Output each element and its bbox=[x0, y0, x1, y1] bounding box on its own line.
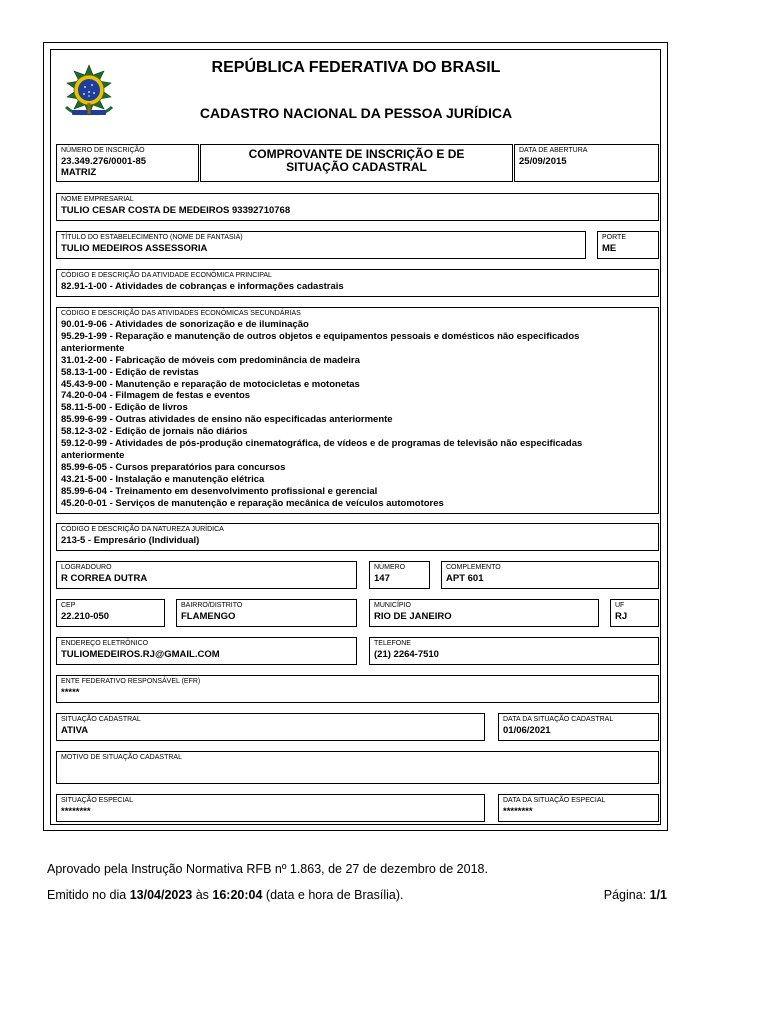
emission-date: 13/04/2023 bbox=[129, 888, 193, 902]
complemento-label: COMPLEMENTO bbox=[446, 564, 501, 571]
fantasia-value: TULIO MEDEIROS ASSESSORIA bbox=[61, 243, 208, 254]
situacao-value: ATIVA bbox=[61, 725, 89, 736]
atividade-principal-value: 82.91-1-00 - Atividades de cobranças e informações cadastrais bbox=[61, 281, 344, 292]
abertura-box bbox=[514, 144, 659, 182]
situacao-especial-box bbox=[56, 794, 485, 822]
list-item: 58.13-1-00 - Edição de revistas bbox=[61, 366, 199, 378]
telefone-value: (21) 2264-7510 bbox=[374, 649, 439, 660]
cep-label: CEP bbox=[61, 602, 76, 609]
complemento-box bbox=[441, 561, 659, 589]
data-situacao-box bbox=[498, 713, 659, 741]
efr-box bbox=[56, 675, 659, 703]
fantasia-box bbox=[56, 231, 586, 259]
municipio-value: RIO DE JANEIRO bbox=[374, 611, 452, 622]
fantasia-label: TÍTULO DO ESTABELECIMENTO (NOME DE FANTASIA) bbox=[61, 234, 243, 241]
list-item: 85.99-6-05 - Cursos preparatórios para concursos bbox=[61, 461, 286, 473]
telefone-box bbox=[369, 637, 659, 665]
emission-time: 16:20:04 bbox=[212, 888, 263, 902]
page-value: 1/1 bbox=[649, 888, 667, 902]
situacao-label: SITUAÇÃO CADASTRAL bbox=[61, 716, 141, 723]
municipio-label: MUNICÍPIO bbox=[374, 602, 411, 609]
abertura-label: DATA DE ABERTURA bbox=[519, 147, 588, 154]
numero-value: 147 bbox=[374, 573, 390, 584]
list-item: 95.29-1-99 - Reparação e manutenção de outros objetos e equipamentos pessoais e domésticos não especificados bbox=[61, 330, 580, 342]
list-item: 58.11-5-00 - Edição de livros bbox=[61, 402, 188, 414]
complemento-value: APT 601 bbox=[446, 573, 484, 584]
motivo-box bbox=[56, 751, 659, 784]
situacao-especial-label: SITUAÇÃO ESPECIAL bbox=[61, 797, 133, 804]
page-subtitle: CADASTRO NACIONAL DA PESSOA JURÍDICA bbox=[199, 105, 513, 121]
atividades-secundarias-box bbox=[56, 307, 659, 514]
list-item: 59.12-0-99 - Atividades de pós-produção cinematográfica, de vídeos e de programas de televisão não especificadas bbox=[61, 438, 583, 450]
inscricao-label: NÚMERO DE INSCRIÇÃO bbox=[61, 147, 145, 154]
data-situacao-value: 01/06/2021 bbox=[503, 725, 551, 736]
email-box bbox=[56, 637, 357, 665]
porte-label: PORTE bbox=[602, 234, 626, 241]
logradouro-box bbox=[56, 561, 357, 589]
nome-value: TULIO CESAR COSTA DE MEDEIROS 93392710768 bbox=[61, 205, 291, 216]
page-number bbox=[604, 888, 667, 902]
telefone-label: TELEFONE bbox=[374, 640, 411, 647]
efr-value: ***** bbox=[61, 687, 80, 698]
atividades-secundarias-list bbox=[61, 319, 582, 510]
list-item: 74.20-0-04 - Filmagem de festas e eventos bbox=[61, 390, 251, 402]
numero-label: NÚMERO bbox=[374, 564, 406, 571]
porte-value: ME bbox=[602, 243, 617, 254]
atividade-principal-label: CÓDIGO E DESCRIÇÃO DA ATIVIDADE ECONÔMICA PRINCIPAL bbox=[61, 272, 272, 279]
logradouro-label: LOGRADOURO bbox=[61, 564, 112, 571]
emission-line bbox=[47, 888, 404, 902]
email-value: TULIOMEDEIROS.RJ@GMAIL.COM bbox=[61, 649, 220, 660]
data-situacao-especial-value: ******** bbox=[503, 806, 533, 817]
data-situacao-especial-label: DATA DA SITUAÇÃO ESPECIAL bbox=[503, 797, 606, 804]
list-item: anteriormente bbox=[61, 342, 125, 354]
document-title: COMPROVANTE DE INSCRIÇÃO E DE SITUAÇÃO CADASTRAL bbox=[248, 147, 465, 174]
abertura-value: 25/09/2015 bbox=[519, 156, 567, 167]
numero-box bbox=[369, 561, 430, 589]
data-situacao-especial-box bbox=[498, 794, 659, 822]
data-situacao-label: DATA DA SITUAÇÃO CADASTRAL bbox=[503, 716, 614, 723]
atividades-secundarias-label: CÓDIGO E DESCRIÇÃO DAS ATIVIDADES ECONÔMICAS SECUNDÁRIAS bbox=[61, 310, 301, 317]
approval-note: Aprovado pela Instrução Normativa RFB nº 1.863, de 27 de dezembro de 2018. bbox=[47, 862, 488, 876]
inscricao-type: MATRIZ bbox=[61, 167, 97, 178]
logradouro-value: R CORREA DUTRA bbox=[61, 573, 148, 584]
list-item: 58.12-3-02 - Edição de jornais não diários bbox=[61, 426, 248, 438]
bairro-value: FLAMENGO bbox=[181, 611, 236, 622]
natureza-value: 213-5 - Empresário (Individual) bbox=[61, 535, 200, 546]
inscricao-box bbox=[56, 144, 199, 182]
bairro-box bbox=[176, 599, 357, 627]
municipio-box bbox=[369, 599, 599, 627]
nome-label: NOME EMPRESARIAL bbox=[61, 196, 134, 203]
situacao-especial-value: ******** bbox=[61, 806, 91, 817]
list-item: anteriormente bbox=[61, 449, 125, 461]
list-item: 31.01-2-00 - Fabricação de móveis com predominância de madeira bbox=[61, 354, 360, 366]
page-title: REPÚBLICA FEDERATIVA DO BRASIL bbox=[211, 59, 501, 76]
cep-box bbox=[56, 599, 165, 627]
list-item: 45.43-9-00 - Manutenção e reparação de motocicletas e motonetas bbox=[61, 378, 360, 390]
list-item: 85.99-6-99 - Outras atividades de ensino não especificadas anteriormente bbox=[61, 414, 393, 426]
inscricao-value: 23.349.276/0001-85 bbox=[61, 156, 147, 167]
email-label: ENDEREÇO ELETRÔNICO bbox=[61, 640, 149, 647]
list-item: 90.01-9-06 - Atividades de sonorização e de iluminação bbox=[61, 319, 309, 330]
porte-box bbox=[597, 231, 659, 259]
list-item: 45.20-0-01 - Serviços de manutenção e reparação mecânica de veículos automotores bbox=[61, 497, 444, 509]
document-title-box bbox=[200, 144, 513, 182]
natureza-label: CÓDIGO E DESCRIÇÃO DA NATUREZA JURÍDICA bbox=[61, 526, 224, 533]
situacao-box bbox=[56, 713, 485, 741]
natureza-box bbox=[56, 523, 659, 551]
emission-suffix: (data e hora de Brasília). bbox=[262, 888, 404, 902]
motivo-label: MOTIVO DE SITUAÇÃO CADASTRAL bbox=[61, 754, 182, 761]
nome-box bbox=[56, 193, 659, 221]
list-item: 43.21-5-00 - Instalação e manutenção elétrica bbox=[61, 473, 265, 485]
atividade-principal-box bbox=[56, 269, 659, 297]
uf-box bbox=[610, 599, 659, 627]
efr-label: ENTE FEDERATIVO RESPONSÁVEL (EFR) bbox=[61, 678, 201, 685]
cep-value: 22.210-050 bbox=[61, 611, 110, 622]
emission-prefix: Emitido no dia bbox=[47, 888, 130, 902]
page-label: Página: bbox=[603, 888, 650, 902]
uf-label: UF bbox=[615, 602, 625, 609]
emission-mid: às bbox=[192, 888, 213, 902]
uf-value: RJ bbox=[615, 611, 628, 622]
list-item: 85.99-6-04 - Treinamento em desenvolvimento profissional e gerencial bbox=[61, 485, 378, 497]
bairro-label: BAIRRO/DISTRITO bbox=[181, 602, 243, 609]
